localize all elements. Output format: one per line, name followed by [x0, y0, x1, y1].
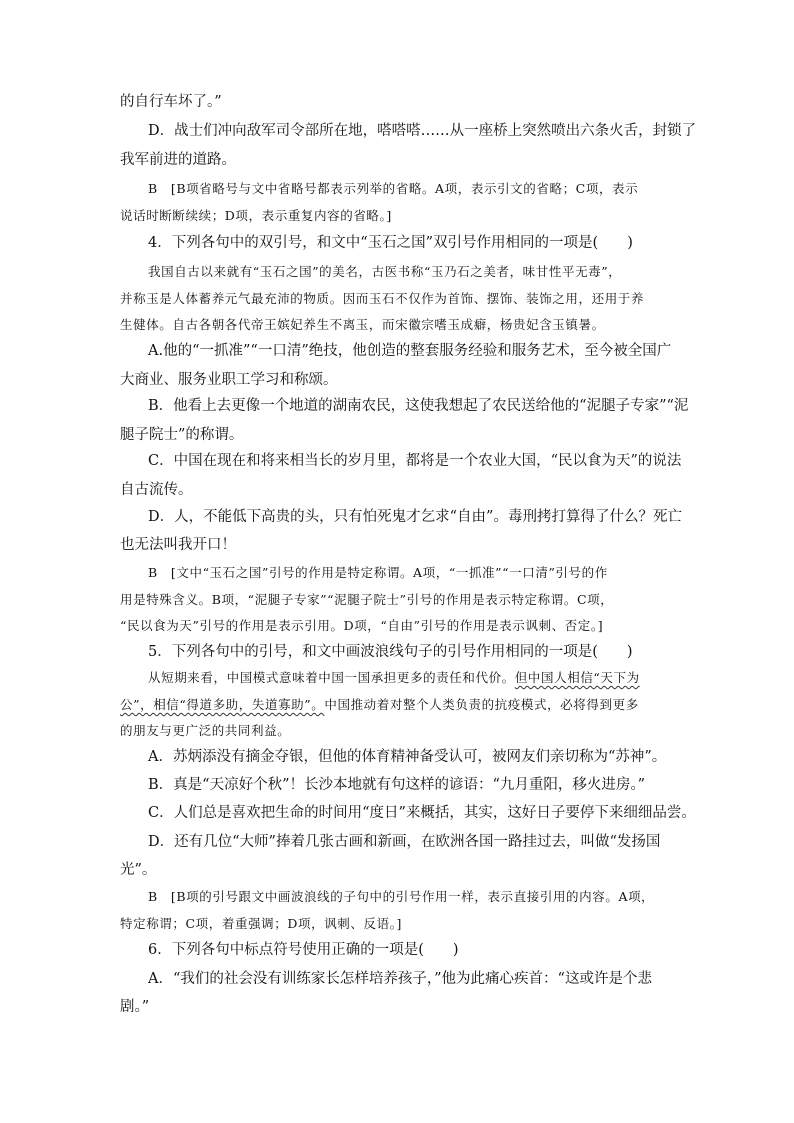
option-c: C．人们总是喜欢把生命的时间用“度日”来概括，其实，这好日子要停下来细细品尝。 [148, 805, 696, 821]
question-6: 6．下列各句中标点符号使用正确的一项是( ) [148, 942, 459, 958]
answer-explanation: 用是特殊含义。B项，“泥腿子专家”“泥腿子院士”引号的作用是表示特定称谓。C项， [120, 592, 614, 607]
wavy-underlined-sentence: 但中国人相信“天下为 [514, 670, 640, 685]
answer-explanation: B [B项的引号跟文中画波浪线的子句中的引号作用一样，表示直接引用的内容。A项， [148, 889, 655, 904]
passage-text: 从短期来看，中国模式意味着中国一国承担更多的责任和代价。 [148, 670, 515, 685]
answer-explanation: B [文中“玉石之国”引号的作用是特定称谓。A项，“一抓准”“一口清”引号的作 [148, 565, 608, 580]
answer-explanation: 说话时断断续续；D项，表示重复内容的省略。] [120, 208, 392, 223]
question-4: 4．下列各句中的双引号，和文中“玉石之国”双引号作用相同的一项是( ) [148, 235, 633, 251]
option-a: A．苏炳添没有摘金夺银，但他的体育精神备受认可，被网友们亲切称为“苏神”。 [148, 749, 667, 765]
option-b: B．真是“天凉好个秋”！长沙本地就有句这样的谚语：“九月重阳，移火进房。” [148, 777, 646, 793]
answer-explanation: “民以食为天”引号的作用是表示引用。D项，“自由”引号的作用是表示讽刺、否定。] [120, 618, 604, 633]
option-d: D．人，不能低下高贵的头，只有怕死鬼才乞求“自由”。毒刑拷打算得了什么？死亡 [148, 509, 682, 525]
option-d: D．还有几位“大师”捧着几张古画和新画，在欧洲各国一路挂过去，叫做“发扬国 [148, 834, 661, 850]
text-line: 光”。 [120, 862, 157, 878]
passage-line: 并称玉是人体蓄养元气最充沛的物质。因而玉石不仅作为首饰、摆饰、装饰之用，还用于养 [120, 291, 645, 306]
text-line: 也无法叫我开口！ [120, 537, 236, 553]
question-5: 5．下列各句中的引号，和文中画波浪线句子的引号作用相同的一项是( ) [148, 644, 633, 660]
passage-line [120, 696, 639, 714]
answer-explanation: B [B项省略号与文中省略号都表示列举的省略。A项，表示引文的省略；C项，表示 [148, 181, 639, 196]
text-line: 腿子院士”的称谓。 [120, 427, 244, 443]
passage-line: 我国自古以来就有“玉石之国”的美名，古医书称“玉乃石之美者，味甘性平无毒”， [148, 264, 622, 279]
answer-explanation: 特定称谓；C项，着重强调；D项，讽刺、反语。] [120, 916, 403, 931]
passage-line [148, 669, 640, 687]
text-line: 的自行车坏了。” [120, 94, 222, 110]
passage-text: 中国推动着对整个人类负责的抗疫模式，必将得到更多 [324, 697, 639, 712]
text-line: 大商业、服务业职工学习和称颂。 [120, 372, 338, 388]
text-line: 我军前进的道路。 [120, 152, 236, 168]
text-line: 自古流传。 [120, 482, 193, 498]
option-c: C．中国在现在和将来相当长的岁月里，都将是一个农业大国，“民以食为天”的说法 [148, 453, 682, 469]
option-b: B．他看上去更像一个地道的湖南农民，这使我想起了农民送给他的“泥腿子专家”“泥 [148, 398, 689, 414]
wavy-underlined-sentence: 公”，相信“得道多助，失道寡助”。 [120, 697, 325, 712]
text-line: 剧。” [120, 999, 150, 1015]
passage-line: 生健体。自古各朝各代帝王嫔妃养生不离玉，而宋徽宗嗜玉成癖，杨贵妃含玉镇暑。 [120, 317, 605, 332]
option-d: D．战士们冲向敌军司令部所在地，嗒嗒嗒……从一座桥上突然喷出六条火舌，封锁了 [148, 123, 697, 139]
option-a: A.他的“一抓准”“一口清”绝技，他创造的整套服务经验和服务艺术，至今被全国广 [148, 343, 672, 359]
passage-line: 的朋友与更广泛的共同利益。 [120, 723, 291, 738]
option-a: A．“我们的社会没有训练家长怎样培养孩子，”他为此痛心疾首：“这或许是个悲 [148, 971, 652, 987]
